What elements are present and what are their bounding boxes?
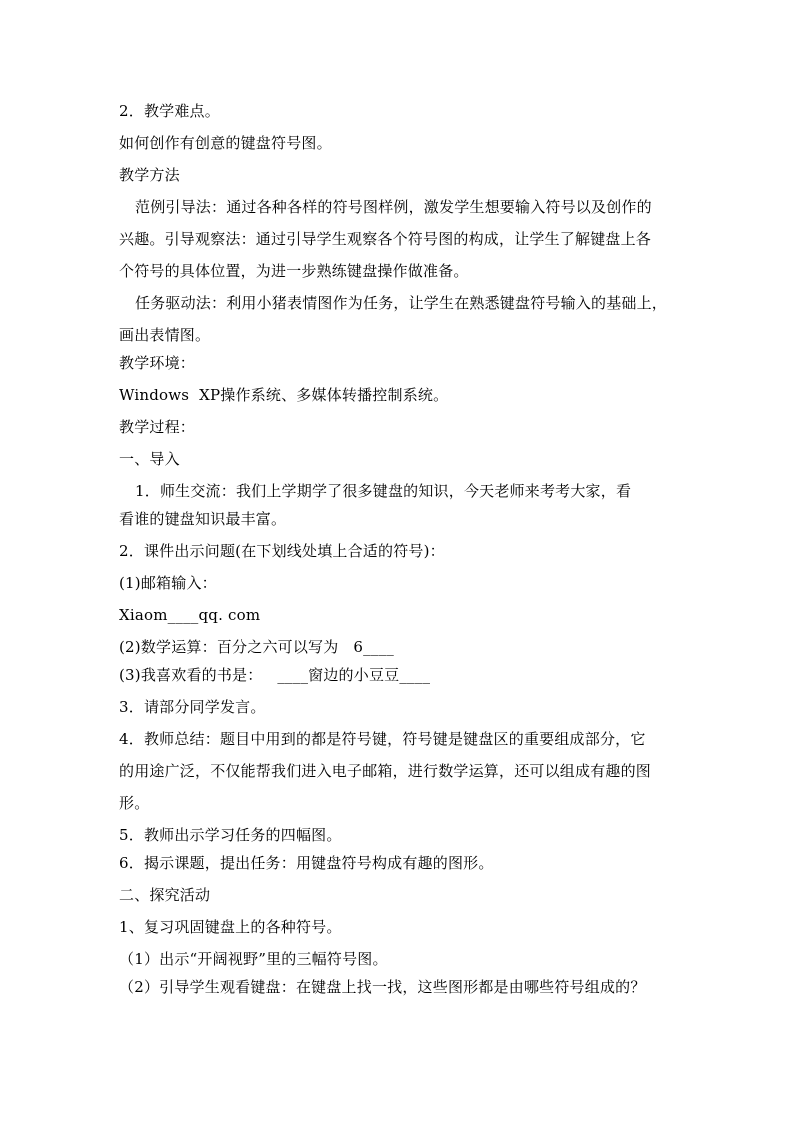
text-line: 兴趣。引导观察法：通过引导学生观察各个符号图的构成，让学生了解键盘上各 — [119, 230, 652, 248]
section-heading: 一、导入 — [119, 450, 180, 468]
text-line: 个符号的具体位置，为进一步熟练键盘操作做准备。 — [119, 262, 469, 280]
text-line: 范例引导法：通过各种各样的符号图样例，激发学生想要输入符号以及创作的 — [135, 198, 652, 216]
text-line: (1)邮箱输入： — [119, 574, 217, 592]
text-line: (3)我喜欢看的书是： ____窗边的小豆豆____ — [119, 666, 431, 684]
text-line: （1）出示“开阔视野”里的三幅符号图。 — [119, 950, 388, 968]
text-line: Xiaom____qq. com — [119, 606, 261, 624]
text-line: 看谁的键盘知识最丰富。 — [119, 510, 287, 528]
text-line: 1、复习巩固键盘上的各种符号。 — [119, 918, 342, 936]
text-line: 画出表情图。 — [119, 326, 211, 344]
text-line: 的用途广泛，不仅能帮我们进入电子邮箱，进行数学运算，还可以组成有趣的图 — [119, 762, 652, 780]
text-line: 4．教师总结：题目中用到的都是符号键，符号键是键盘区的重要组成部分，它 — [119, 730, 646, 748]
text-line: （2）引导学生观看键盘：在键盘上找一找，这些图形都是由哪些符号组成的？ — [119, 978, 646, 996]
section-heading: 教学方法 — [119, 166, 180, 184]
text-line: 如何创作有创意的键盘符号图。 — [119, 134, 332, 152]
text-line: 形。 — [119, 794, 150, 812]
section-heading: 教学过程： — [119, 418, 196, 436]
text-line: 2．课件出示问题(在下划线处填上合适的符号)： — [119, 542, 445, 560]
text-line: 5．教师出示学习任务的四幅图。 — [119, 826, 342, 844]
section-heading: 二、探究活动 — [119, 886, 211, 904]
text-line: Windows XP操作系统、多媒体转播控制系统。 — [119, 386, 449, 404]
text-line: 2．教学难点。 — [119, 102, 220, 120]
text-line: 任务驱动法：利用小猪表情图作为任务，让学生在熟悉键盘符号输入的基础上， — [135, 294, 668, 312]
text-line: 3．请部分同学发言。 — [119, 698, 266, 716]
section-heading: 教学环境： — [119, 354, 196, 372]
text-line: 1．师生交流：我们上学期学了很多键盘的知识，今天老师来考考大家，看 — [135, 482, 632, 500]
text-line: 6．揭示课题，提出任务：用键盘符号构成有趣的图形。 — [119, 854, 494, 872]
text-line: (2)数学运算：百分之六可以写为 6____ — [119, 638, 394, 656]
